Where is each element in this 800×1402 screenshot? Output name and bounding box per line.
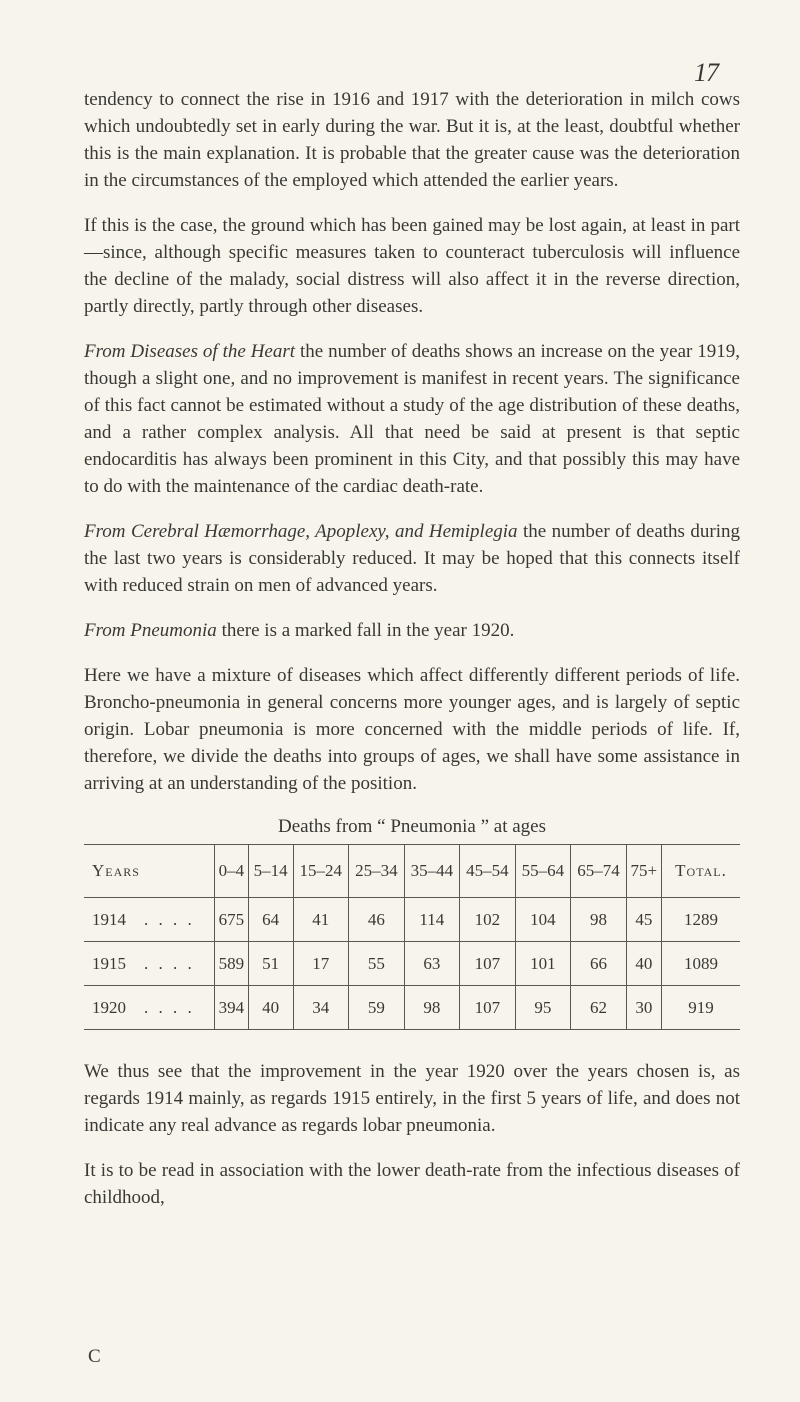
- table-cell: 17: [293, 942, 349, 986]
- header-age-8: 75+: [626, 845, 661, 898]
- table-cell: 107: [460, 942, 516, 986]
- table-cell: 51: [248, 942, 293, 986]
- table-cell: 394: [215, 986, 249, 1030]
- paragraph-2: If this is the case, the ground which has been gained may be lost again, at least in part—since, although specific measures taken to counteract tuberculosis will influence the decline of the malady, social distress will also affect it in the reverse direction, partly directly, partly through other diseases.: [84, 215, 740, 317]
- table-cell: 589: [215, 942, 249, 986]
- table-cell: 55: [349, 942, 405, 986]
- table-cell: 46: [349, 898, 405, 942]
- row-year: 1920: [92, 997, 126, 1017]
- leader-dots: . . . .: [144, 909, 195, 929]
- row-year-cell: [84, 986, 215, 1030]
- table-row: [84, 986, 740, 1030]
- header-years: Years: [84, 845, 215, 898]
- table-cell: 95: [515, 986, 571, 1030]
- table-cell: 64: [248, 898, 293, 942]
- table-cell: 59: [349, 986, 405, 1030]
- table-cell: 114: [404, 898, 460, 942]
- paragraph-6: Here we have a mixture of diseases which affect differently different periods of life. Broncho-pneumonia in general concerns more younger ages, and is largely of septic origin. Lobar pneumonia is more concerned with the middle periods of life. If, therefore, we divide the deaths into groups of ages, we shall have some assistance in arriving at an understanding of the position.: [84, 665, 740, 794]
- header-age-2: 15–24: [293, 845, 349, 898]
- heart-diseases-heading: From Diseases of the Heart: [84, 341, 296, 362]
- paragraph-7: We thus see that the improvement in the year 1920 over the years chosen is, as regards 1914 mainly, as regards 1915 entirely, in the first 5 years of life, and does not indicate any real advance as regards lobar pneumonia.: [84, 1061, 740, 1136]
- paragraph-5: [84, 617, 740, 644]
- paragraph-8: It is to be read in association with the lower death-rate from the infectious diseases of childhood,: [84, 1160, 740, 1208]
- header-age-7: 65–74: [571, 845, 627, 898]
- table-cell: 675: [215, 898, 249, 942]
- header-age-6: 55–64: [515, 845, 571, 898]
- paragraph-5-text: there is a marked fall in the year 1920.: [216, 620, 515, 641]
- paragraph-1: tendency to connect the rise in 1916 and 1917 with the deterioration in milch cows which undoubtedly set in early during the war. But it is, at the least, doubtful whether this is the main explanation. It is probable that the greater cause was the deterioration in the circumstances of the employed which attended the earlier years.: [84, 89, 740, 191]
- cerebral-heading: From Cerebral Hæmorrhage, Apoplexy, and Hemiplegia: [84, 521, 518, 542]
- paragraph-3-text: the number of deaths shows an increase on the year 1919, though a slight one, and no improvement is manifest in recent years. The significance of this fact cannot be estimated without a study of the age distribution of these deaths, and a rather complex analysis. All that need be said at present is that septic endocarditis has always been prominent in this City, and that possibly this may have to do with the maintenance of the cardiac death-rate.: [84, 341, 740, 497]
- table-cell: 63: [404, 942, 460, 986]
- paragraph-3: [84, 338, 740, 500]
- table-cell: 104: [515, 898, 571, 942]
- header-age-3: 25–34: [349, 845, 405, 898]
- header-age-1: 5–14: [248, 845, 293, 898]
- header-total: Total.: [662, 845, 741, 898]
- pneumonia-deaths-table: [84, 844, 740, 1030]
- table-cell: 66: [571, 942, 627, 986]
- table-caption: Deaths from “ Pneumonia ” at ages: [277, 816, 547, 837]
- table-row: [84, 942, 740, 986]
- row-year: 1915: [92, 953, 126, 973]
- row-year-cell: [84, 942, 215, 986]
- row-total: 919: [662, 986, 741, 1030]
- table-cell: 101: [515, 942, 571, 986]
- table-cell: 107: [460, 986, 516, 1030]
- page-number: 17: [694, 58, 718, 87]
- leader-dots: . . . .: [144, 997, 195, 1017]
- row-year-cell: [84, 898, 215, 942]
- table-cell: 45: [626, 898, 661, 942]
- table-row: [84, 898, 740, 942]
- table-cell: 98: [404, 986, 460, 1030]
- row-total: 1289: [662, 898, 741, 942]
- paragraph-4: [84, 518, 740, 599]
- table-cell: 40: [248, 986, 293, 1030]
- table-header-row: [84, 845, 740, 898]
- table-cell: 34: [293, 986, 349, 1030]
- row-year: 1914: [92, 909, 126, 929]
- table-cell: 98: [571, 898, 627, 942]
- table-cell: 40: [626, 942, 661, 986]
- signature-mark: C: [88, 1346, 101, 1367]
- pneumonia-heading: From Pneumonia: [84, 620, 217, 641]
- header-age-4: 35–44: [404, 845, 460, 898]
- row-total: 1089: [662, 942, 741, 986]
- table-cell: 102: [460, 898, 516, 942]
- leader-dots: . . . .: [144, 953, 195, 973]
- table-cell: 41: [293, 898, 349, 942]
- header-age-0: 0–4: [215, 845, 249, 898]
- paragraph-4-text: the number of deaths during the last two years is considerably reduced. It may be hoped that this connects itself with reduced strain on men of advanced years.: [84, 521, 740, 596]
- header-age-5: 45–54: [460, 845, 516, 898]
- page-body: [84, 86, 740, 1229]
- table-cell: 62: [571, 986, 627, 1030]
- table-cell: 30: [626, 986, 661, 1030]
